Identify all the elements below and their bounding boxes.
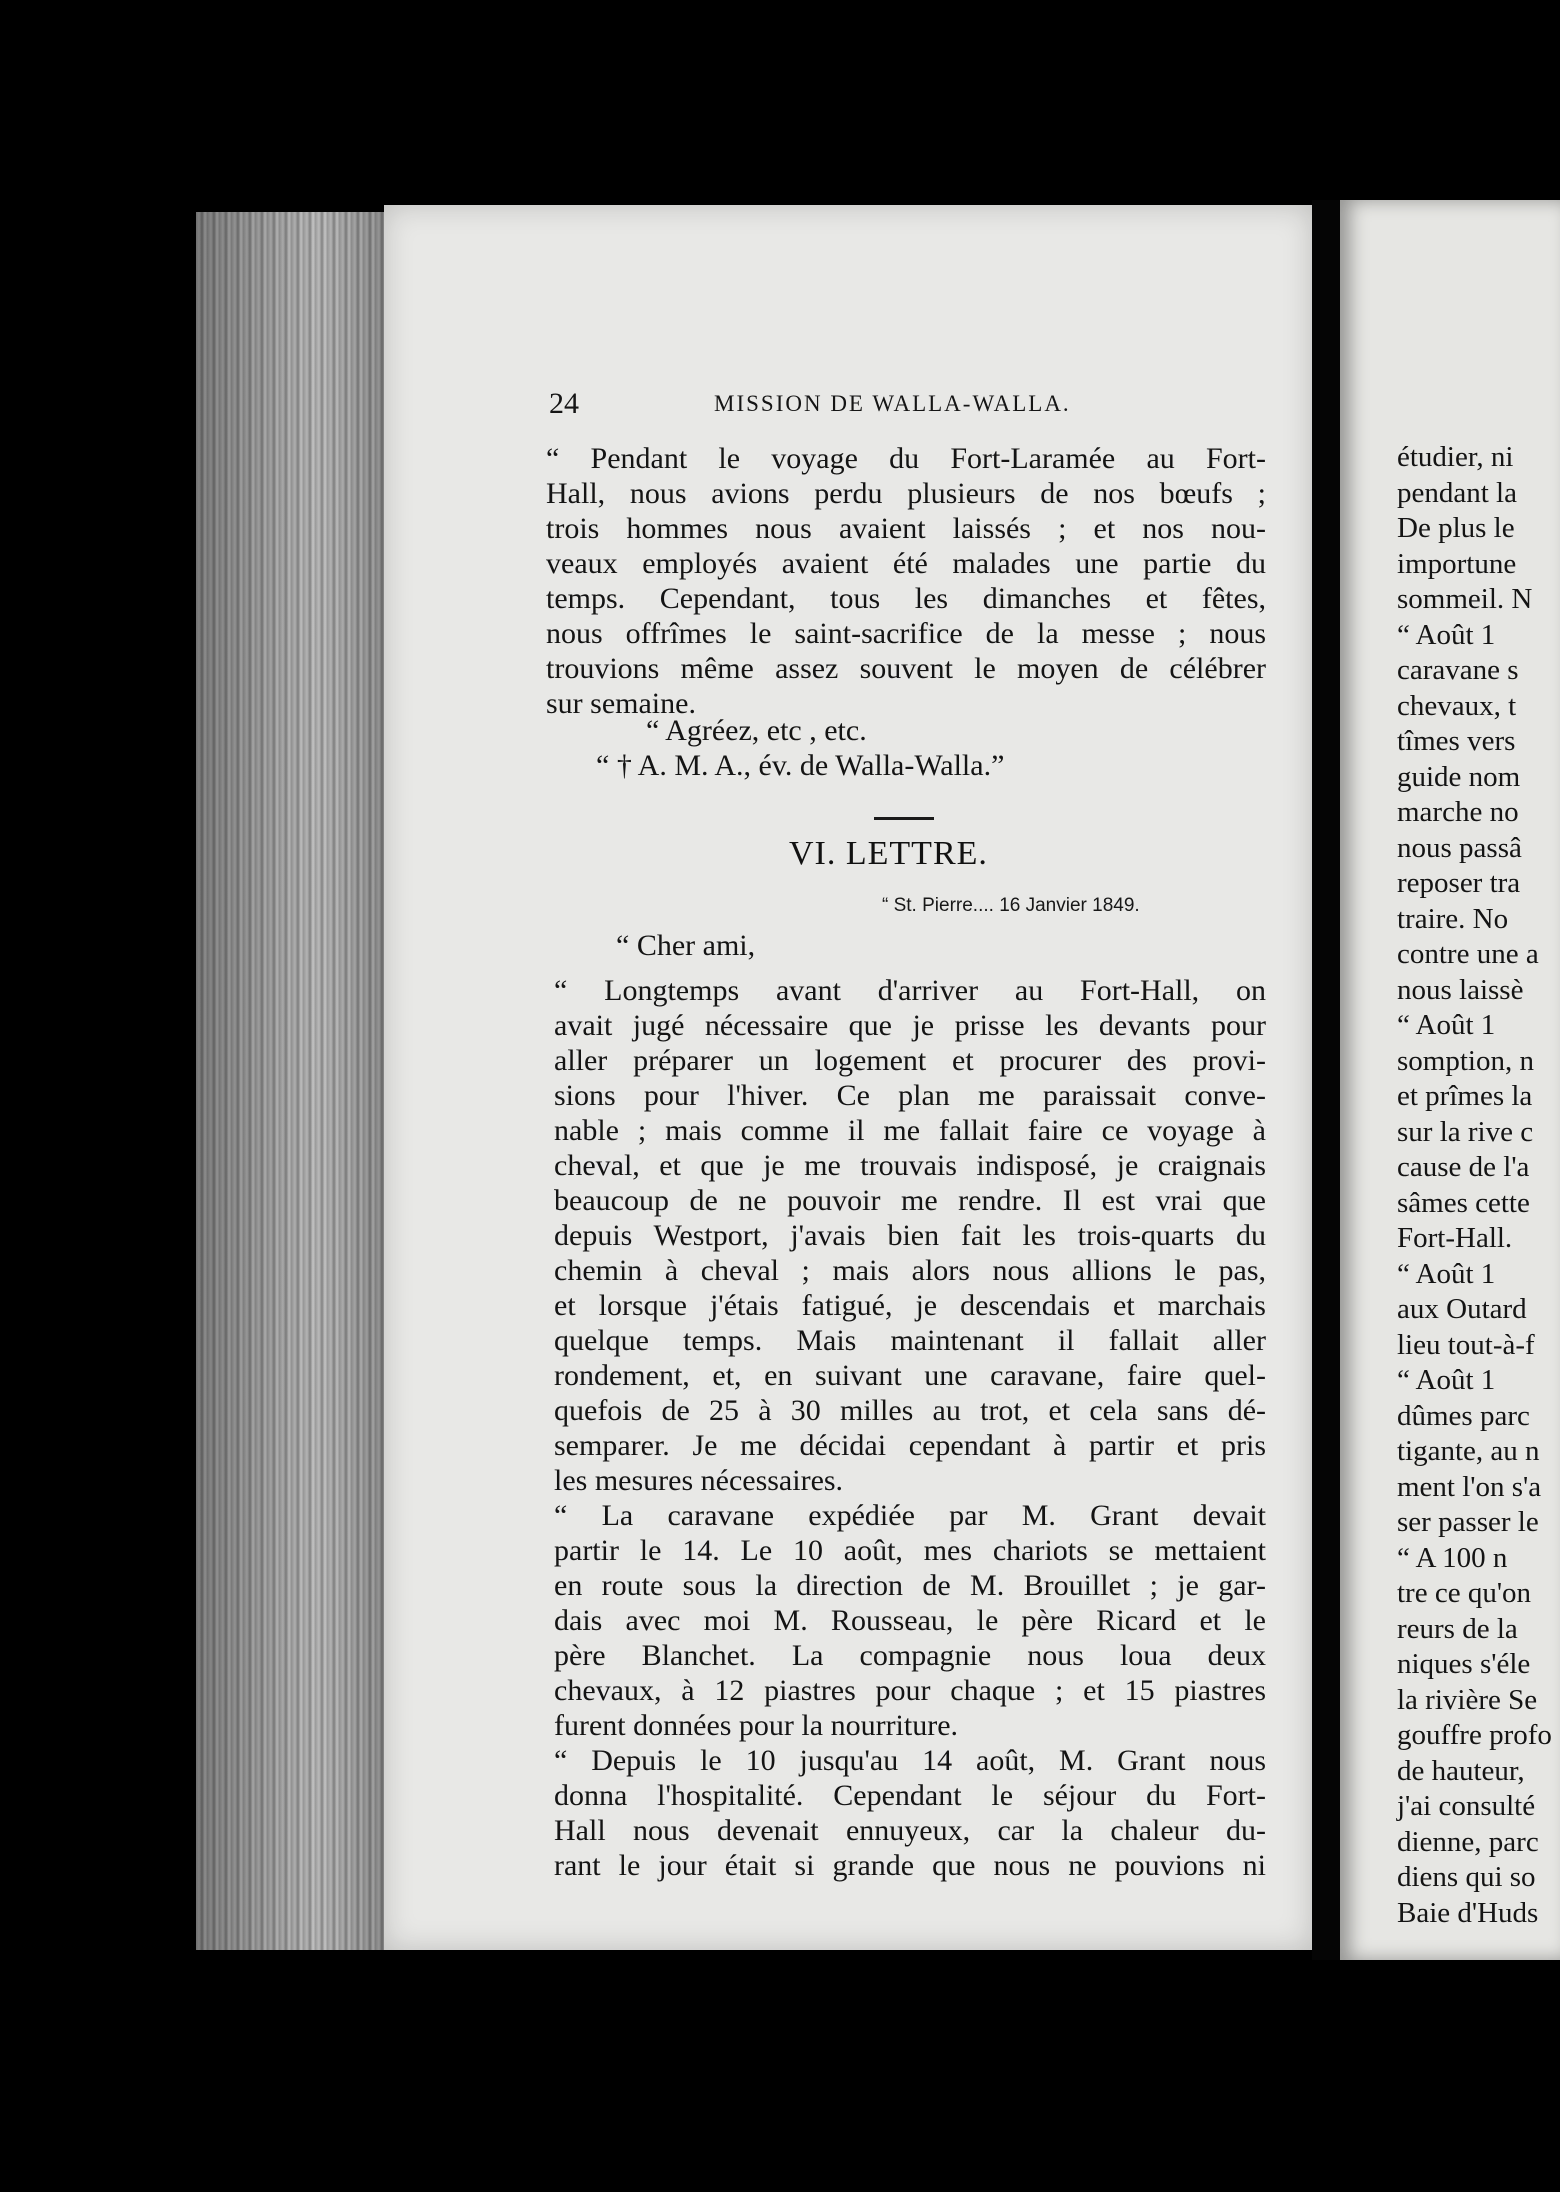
book-page-edges [196, 212, 402, 1950]
text-line: trouvions même assez souvent le moyen de célébrer [546, 652, 1266, 685]
paragraph-1 [546, 441, 1266, 721]
text-line: chevaux, à 12 piastres pour chaque ; et 15 piastres [554, 1674, 1266, 1707]
text-line: j'ai consulté [1397, 1790, 1536, 1822]
text-line: aller préparer un logement et procurer des provi- [554, 1044, 1266, 1077]
salutation: “ Cher ami, [616, 929, 756, 962]
text-line: cheval, et que je me trouvais indisposé, je craignais [554, 1149, 1266, 1182]
paragraph-4 [554, 1743, 1266, 1883]
text-line: tîmes vers [1397, 725, 1516, 757]
section-divider [874, 817, 934, 820]
left-page [384, 205, 1312, 1950]
text-line: reurs de la [1397, 1612, 1518, 1645]
page-header [384, 387, 1312, 427]
text-line: avait jugé nécessaire que je prisse les devants pour [554, 1009, 1266, 1042]
text-line: sâmes cette [1397, 1186, 1530, 1219]
text-line: “ La caravane expédiée par M. Grant devait [554, 1499, 1266, 1532]
paragraph-2 [554, 973, 1266, 1498]
text-line: “ Août 1 [1397, 1257, 1496, 1290]
closing-line: “ Agréez, etc , etc. [646, 714, 867, 747]
text-line: aux Outard [1397, 1293, 1527, 1325]
text-line: “ Depuis le 10 jusqu'au 14 août, M. Grant nous [554, 1744, 1266, 1777]
text-line: “ Août 1 [1397, 1009, 1496, 1041]
paragraph-3 [554, 1498, 1266, 1743]
text-line: depuis Westport, j'avais bien fait les trois-quarts du [554, 1219, 1266, 1252]
text-line: et prîmes la [1397, 1080, 1533, 1112]
text-line: rondement, et, en suivant une caravane, faire quel- [554, 1359, 1266, 1392]
letter-dateline: “ St. Pierre.... 16 Janvier 1849. [882, 895, 1140, 916]
text-line: caravane s [1397, 654, 1519, 686]
text-line: tigante, au n [1397, 1435, 1540, 1467]
text-line: quelque temps. Mais maintenant il fallait aller [554, 1324, 1266, 1357]
text-line: dûmes parc [1397, 1399, 1530, 1432]
text-line: importune [1397, 547, 1517, 580]
text-line: “ Août 1 [1397, 1364, 1496, 1396]
text-line: dais avec moi M. Rousseau, le père Ricard et le [554, 1604, 1266, 1637]
text-line: sommeil. N [1397, 583, 1533, 615]
letter-body [554, 973, 1266, 1883]
text-line: sions pour l'hiver. Ce plan me paraissait conve- [554, 1079, 1266, 1112]
text-line: lieu tout-à-f [1397, 1328, 1535, 1361]
book-gutter [1312, 200, 1340, 1960]
text-line: temps. Cependant, tous les dimanches et fêtes, [546, 582, 1266, 615]
text-line: étudier, ni [1397, 441, 1514, 473]
text-line: chevaux, t [1397, 689, 1517, 722]
text-line: ser passer le [1397, 1506, 1539, 1538]
text-line: père Blanchet. La compagnie nous loua deux [554, 1639, 1266, 1672]
text-line: traire. No [1397, 902, 1509, 935]
text-line: “ Longtemps avant d'arriver au Fort-Hall, on [554, 974, 1266, 1007]
text-line: en route sous la direction de M. Brouillet ; je gar- [554, 1569, 1266, 1602]
text-line: Hall, nous avions perdu plusieurs de nos bœufs ; [546, 477, 1266, 510]
right-page-text [1397, 440, 1552, 1931]
text-line: nous laissè [1397, 973, 1524, 1006]
text-line: reposer tra [1397, 867, 1521, 899]
text-line: De plus le [1397, 512, 1515, 544]
text-line: guide nom [1397, 760, 1521, 793]
text-line: sur la rive c [1397, 1115, 1534, 1148]
text-line: semparer. Je me décidai cependant à partir et pris [554, 1429, 1266, 1462]
text-line: ment l'on s'a [1397, 1470, 1542, 1503]
text-line: gouffre profo [1397, 1719, 1552, 1751]
text-line: les mesures nécessaires. [554, 1464, 844, 1497]
signature-line: “ † A. M. A., év. de Walla-Walla.” [596, 749, 1005, 782]
text-line: partir le 14. Le 10 août, mes chariots se mettaient [554, 1534, 1266, 1567]
text-line: cause de l'a [1397, 1151, 1530, 1183]
text-line: nous offrîmes le saint-sacrifice de la messe ; nous [546, 617, 1266, 650]
text-line: pendant la [1397, 476, 1517, 509]
text-line: furent données pour la nourriture. [554, 1709, 959, 1742]
text-line: quefois de 25 à 30 milles au trot, et cela sans dé- [554, 1394, 1266, 1427]
section-title: VI. LETTRE. [789, 835, 988, 872]
running-head: MISSION DE WALLA-WALLA. [714, 391, 1071, 416]
text-line: marche no [1397, 796, 1519, 828]
text-line: chemin à cheval ; mais alors nous allions le pas, [554, 1254, 1266, 1287]
text-line: somption, n [1397, 1044, 1534, 1077]
text-line: Hall nous devenait ennuyeux, car la chaleur du- [554, 1814, 1266, 1847]
text-line: de hauteur, [1397, 1754, 1525, 1787]
text-line: et lorsque j'étais fatigué, je descendais et marchais [554, 1289, 1266, 1322]
text-line: nous passâ [1397, 831, 1522, 864]
text-line: Fort-Hall. [1397, 1222, 1513, 1254]
right-page-cropped [1340, 200, 1560, 1960]
text-line: veaux employés avaient été malades une partie du [546, 547, 1266, 580]
text-line: trois hommes nous avaient laissés ; et nos nou- [546, 512, 1266, 545]
text-line: dienne, parc [1397, 1825, 1539, 1858]
text-line: rant le jour était si grande que nous ne pouvions ni [554, 1849, 1266, 1882]
text-line: niques s'éle [1397, 1648, 1531, 1680]
text-line: tre ce qu'on [1397, 1577, 1532, 1609]
text-line: beaucoup de ne pouvoir me rendre. Il est vrai que [554, 1184, 1266, 1217]
text-line: “ Août 1 [1397, 618, 1496, 651]
text-line: “ Pendant le voyage du Fort-Laramée au Fort- [546, 442, 1266, 475]
text-line: nable ; mais comme il me fallait faire ce voyage à [554, 1114, 1266, 1147]
text-line: la rivière Se [1397, 1683, 1538, 1716]
text-line: diens qui so [1397, 1861, 1536, 1893]
page-number: 24 [549, 387, 579, 420]
text-line: sur semaine. [546, 687, 696, 720]
text-line: “ A 100 n [1397, 1541, 1508, 1574]
text-line: contre une a [1397, 938, 1539, 970]
text-line: donna l'hospitalité. Cependant le séjour du Fort- [554, 1779, 1266, 1812]
text-line: Baie d'Huds [1397, 1896, 1539, 1929]
